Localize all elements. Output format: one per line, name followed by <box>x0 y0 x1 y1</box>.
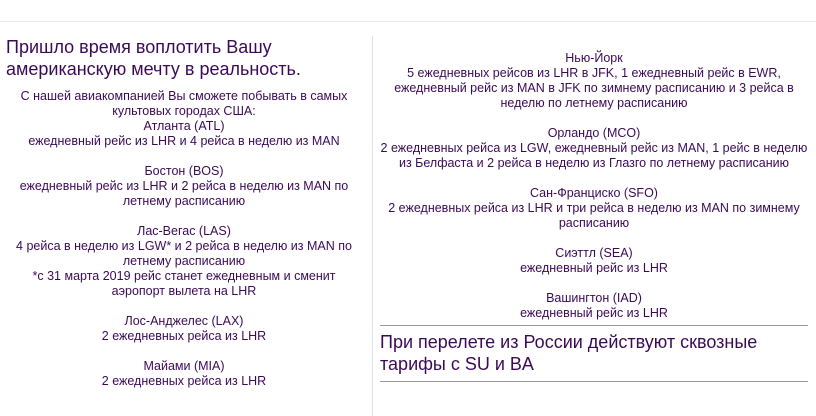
city-name: Сиэттл (SEA) <box>555 246 633 260</box>
city-miami <box>6 359 362 389</box>
city-flights: 5 ежедневных рейсов из LHR в JFK, 1 ежедневный рейс в EWR, ежедневный рейс из MAN в JFK по зимнему расписанию и 3 рейса в неделю по летнему расписанию <box>394 66 794 110</box>
intro-text: С нашей авиакомпанией Вы сможете побывать в самых культовых городах США: <box>20 89 348 118</box>
city-name: Орландо (MCO) <box>547 126 641 140</box>
city-name: Лос-Анджелес (LAX) <box>124 314 244 328</box>
city-orlando <box>380 126 808 171</box>
section-rule-bottom <box>380 381 808 382</box>
right-column <box>372 36 816 382</box>
city-seattle <box>380 246 808 276</box>
city-flights: ежедневный рейс из LHR и 2 рейса в неделю из MAN по летнему расписанию <box>19 179 349 208</box>
city-flights: 4 рейса в неделю из LGW* и 2 рейса в неделю из MAN по летнему расписанию <box>16 239 352 268</box>
city-name: Атланта (ATL) <box>143 119 225 133</box>
city-los-angeles <box>6 314 362 344</box>
city-flights: ежедневный рейс из LHR <box>520 306 668 320</box>
city-flights: 2 ежедневных рейса из LHR <box>101 329 267 343</box>
city-flights: ежедневный рейс из LHR <box>520 261 668 275</box>
page-heading: Пришло время воплотить Вашу американскую мечту в реальность. <box>6 37 301 79</box>
city-las-vegas <box>6 224 362 299</box>
city-flights: ежедневный рейс из LHR и 4 рейса в неделю из MAN <box>28 134 340 148</box>
city-name: Майами (MIA) <box>143 359 225 373</box>
left-column <box>0 36 372 404</box>
city-name: Бостон (BOS) <box>144 164 224 178</box>
section-rule-top <box>380 325 808 326</box>
city-flights: 2 ежедневных рейса из LHR и три рейса в неделю из MAN по зимнему расписанию <box>388 201 800 230</box>
city-new-york <box>380 51 808 111</box>
top-rule <box>0 21 816 22</box>
city-flights: 2 ежедневных рейса из LHR <box>101 374 267 388</box>
city-name: Нью-Йорк <box>565 51 623 65</box>
city-san-francisco <box>380 186 808 231</box>
city-boston <box>6 164 362 209</box>
city-flights: 2 ежедневных рейса из LGW, ежедневный рейс из MAN, 1 рейс в неделю из Белфаста и 2 рейса в неделю из Глазго по летнему расписанию <box>380 141 808 170</box>
city-note: *с 31 марта 2019 рейс станет ежедневным и сменит аэропорт вылета на LHR <box>32 269 336 298</box>
russia-fares-heading: При перелете из России действуют сквозные тарифы с SU и BA <box>380 332 758 374</box>
city-name: Лас-Вегас (LAS) <box>137 224 231 238</box>
city-atlanta <box>6 119 362 149</box>
city-washington <box>380 291 808 321</box>
city-name: Сан-Франциско (SFO) <box>530 186 658 200</box>
city-name: Вашингтон (IAD) <box>546 291 642 305</box>
